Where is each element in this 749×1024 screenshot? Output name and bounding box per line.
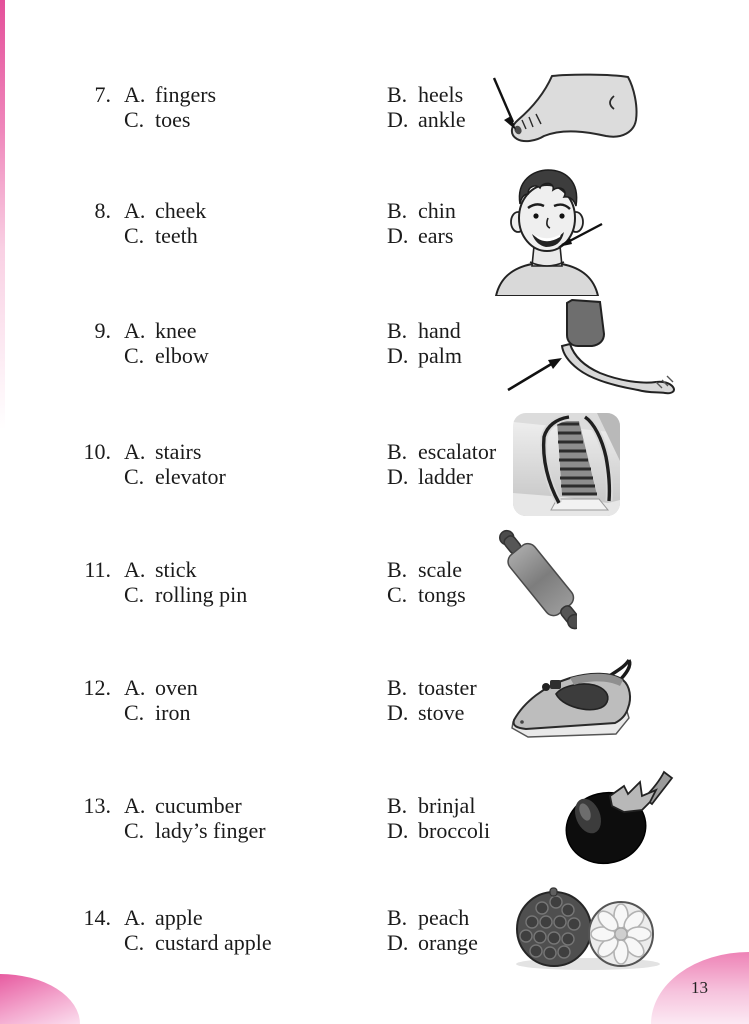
option-c <box>124 223 206 248</box>
option-letter: C. <box>124 582 145 607</box>
option-text: chin <box>418 198 456 223</box>
options-column-right <box>387 439 496 489</box>
option-letter: C. <box>124 464 145 489</box>
option-c <box>124 818 266 843</box>
question-row-9 <box>0 318 749 438</box>
option-text: hand <box>418 318 461 343</box>
option-letter: D. <box>387 464 409 489</box>
option-letter: B. <box>387 82 408 107</box>
option-letter: D. <box>387 107 409 132</box>
option-letter: C. <box>124 343 145 368</box>
option-d <box>387 223 456 248</box>
escalator-image <box>513 413 620 516</box>
option-text: ladder <box>418 464 473 489</box>
iron-image <box>508 658 638 748</box>
option-d <box>387 464 496 489</box>
option-text: stairs <box>155 439 202 464</box>
option-text: palm <box>418 343 462 368</box>
foot-image <box>490 72 640 144</box>
option-c <box>124 464 226 489</box>
option-letter: A. <box>124 675 146 700</box>
options-column-right <box>387 82 466 132</box>
options-column-right <box>387 318 462 368</box>
option-letter: D. <box>387 700 409 725</box>
option-letter: D. <box>387 818 409 843</box>
option-text: stick <box>155 557 197 582</box>
options-column-left <box>124 675 198 725</box>
brinjal-image <box>558 770 678 870</box>
option-a <box>124 318 209 343</box>
option-text: knee <box>155 318 197 343</box>
option-d <box>387 700 477 725</box>
options-column-right <box>387 793 490 843</box>
options-column-left <box>124 318 209 368</box>
question-number: 7. <box>94 82 111 107</box>
option-letter: A. <box>124 318 146 343</box>
option-text: broccoli <box>418 818 491 843</box>
option-text: rolling pin <box>155 582 248 607</box>
question-row-14 <box>0 905 749 1024</box>
option-d <box>387 107 466 132</box>
face-image <box>494 168 604 296</box>
options-column-left <box>124 905 272 955</box>
option-letter: B. <box>387 557 408 582</box>
option-b <box>387 439 496 464</box>
option-text: cucumber <box>155 793 242 818</box>
option-b <box>387 82 466 107</box>
option-text: elevator <box>155 464 226 489</box>
option-letter: C. <box>124 930 145 955</box>
option-d <box>387 343 462 368</box>
option-c <box>124 700 198 725</box>
option-letter: C. <box>124 107 145 132</box>
option-c <box>124 343 209 368</box>
question-number: 11. <box>84 557 111 582</box>
option-d <box>387 818 490 843</box>
question-row-7 <box>0 82 749 202</box>
option-b <box>387 198 456 223</box>
option-text: orange <box>418 930 478 955</box>
option-a <box>124 793 266 818</box>
option-text: cheek <box>155 198 207 223</box>
option-letter: A. <box>124 905 146 930</box>
option-text: heels <box>418 82 464 107</box>
option-letter: D. <box>387 223 409 248</box>
options-column-right <box>387 905 478 955</box>
option-b <box>387 318 462 343</box>
options-column-left <box>124 82 216 132</box>
option-letter: A. <box>124 557 146 582</box>
question-number: 12. <box>83 675 111 700</box>
custard-apple-image <box>508 884 664 970</box>
option-text: peach <box>418 905 470 930</box>
option-text: toes <box>155 107 191 132</box>
option-c <box>124 582 247 607</box>
option-text: stove <box>418 700 465 725</box>
option-letter: B. <box>387 905 408 930</box>
options-column-left <box>124 557 247 607</box>
page-number: 13 <box>691 978 708 997</box>
option-b <box>387 793 490 818</box>
option-letter: A. <box>124 198 146 223</box>
option-letter: B. <box>387 318 408 343</box>
question-number: 14. <box>83 905 111 930</box>
option-text: ankle <box>418 107 466 132</box>
option-letter: C. <box>124 223 145 248</box>
question-number: 8. <box>94 198 111 223</box>
option-letter: C. <box>387 582 408 607</box>
option-letter: B. <box>387 675 408 700</box>
option-letter: C. <box>124 818 145 843</box>
option-text: lady’s finger <box>155 818 266 843</box>
option-a <box>124 198 206 223</box>
option-a <box>124 905 272 930</box>
arm-image <box>500 298 680 398</box>
option-text: tongs <box>418 582 466 607</box>
option-text: scale <box>418 557 462 582</box>
option-c <box>124 107 216 132</box>
option-a <box>124 675 198 700</box>
option-a <box>124 82 216 107</box>
question-number: 10. <box>83 439 111 464</box>
option-text: teeth <box>155 223 198 248</box>
option-a <box>124 557 247 582</box>
option-b <box>387 905 478 930</box>
option-letter: B. <box>387 198 408 223</box>
option-text: brinjal <box>418 793 476 818</box>
option-b <box>387 557 466 582</box>
option-text: custard apple <box>155 930 272 955</box>
options-column-left <box>124 439 226 489</box>
option-text: oven <box>155 675 198 700</box>
options-column-left <box>124 198 206 248</box>
option-text: ears <box>418 223 454 248</box>
option-d <box>387 582 466 607</box>
option-letter: B. <box>387 793 408 818</box>
option-text: escalator <box>418 439 497 464</box>
option-text: apple <box>155 905 203 930</box>
rolling-pin-image <box>493 527 577 633</box>
option-d <box>387 930 478 955</box>
options-column-right <box>387 198 456 248</box>
option-text: fingers <box>155 82 217 107</box>
question-number: 13. <box>83 793 111 818</box>
option-text: elbow <box>155 343 209 368</box>
option-text: iron <box>155 700 191 725</box>
option-a <box>124 439 226 464</box>
option-letter: B. <box>387 439 408 464</box>
option-text: toaster <box>418 675 477 700</box>
option-letter: A. <box>124 793 146 818</box>
option-letter: C. <box>124 700 145 725</box>
option-letter: A. <box>124 82 146 107</box>
option-letter: A. <box>124 439 146 464</box>
option-letter: D. <box>387 930 409 955</box>
option-letter: D. <box>387 343 409 368</box>
options-column-left <box>124 793 266 843</box>
options-column-right <box>387 557 466 607</box>
option-b <box>387 675 477 700</box>
options-column-right <box>387 675 477 725</box>
question-number: 9. <box>94 318 111 343</box>
option-c <box>124 930 272 955</box>
question-row-10 <box>0 439 749 559</box>
